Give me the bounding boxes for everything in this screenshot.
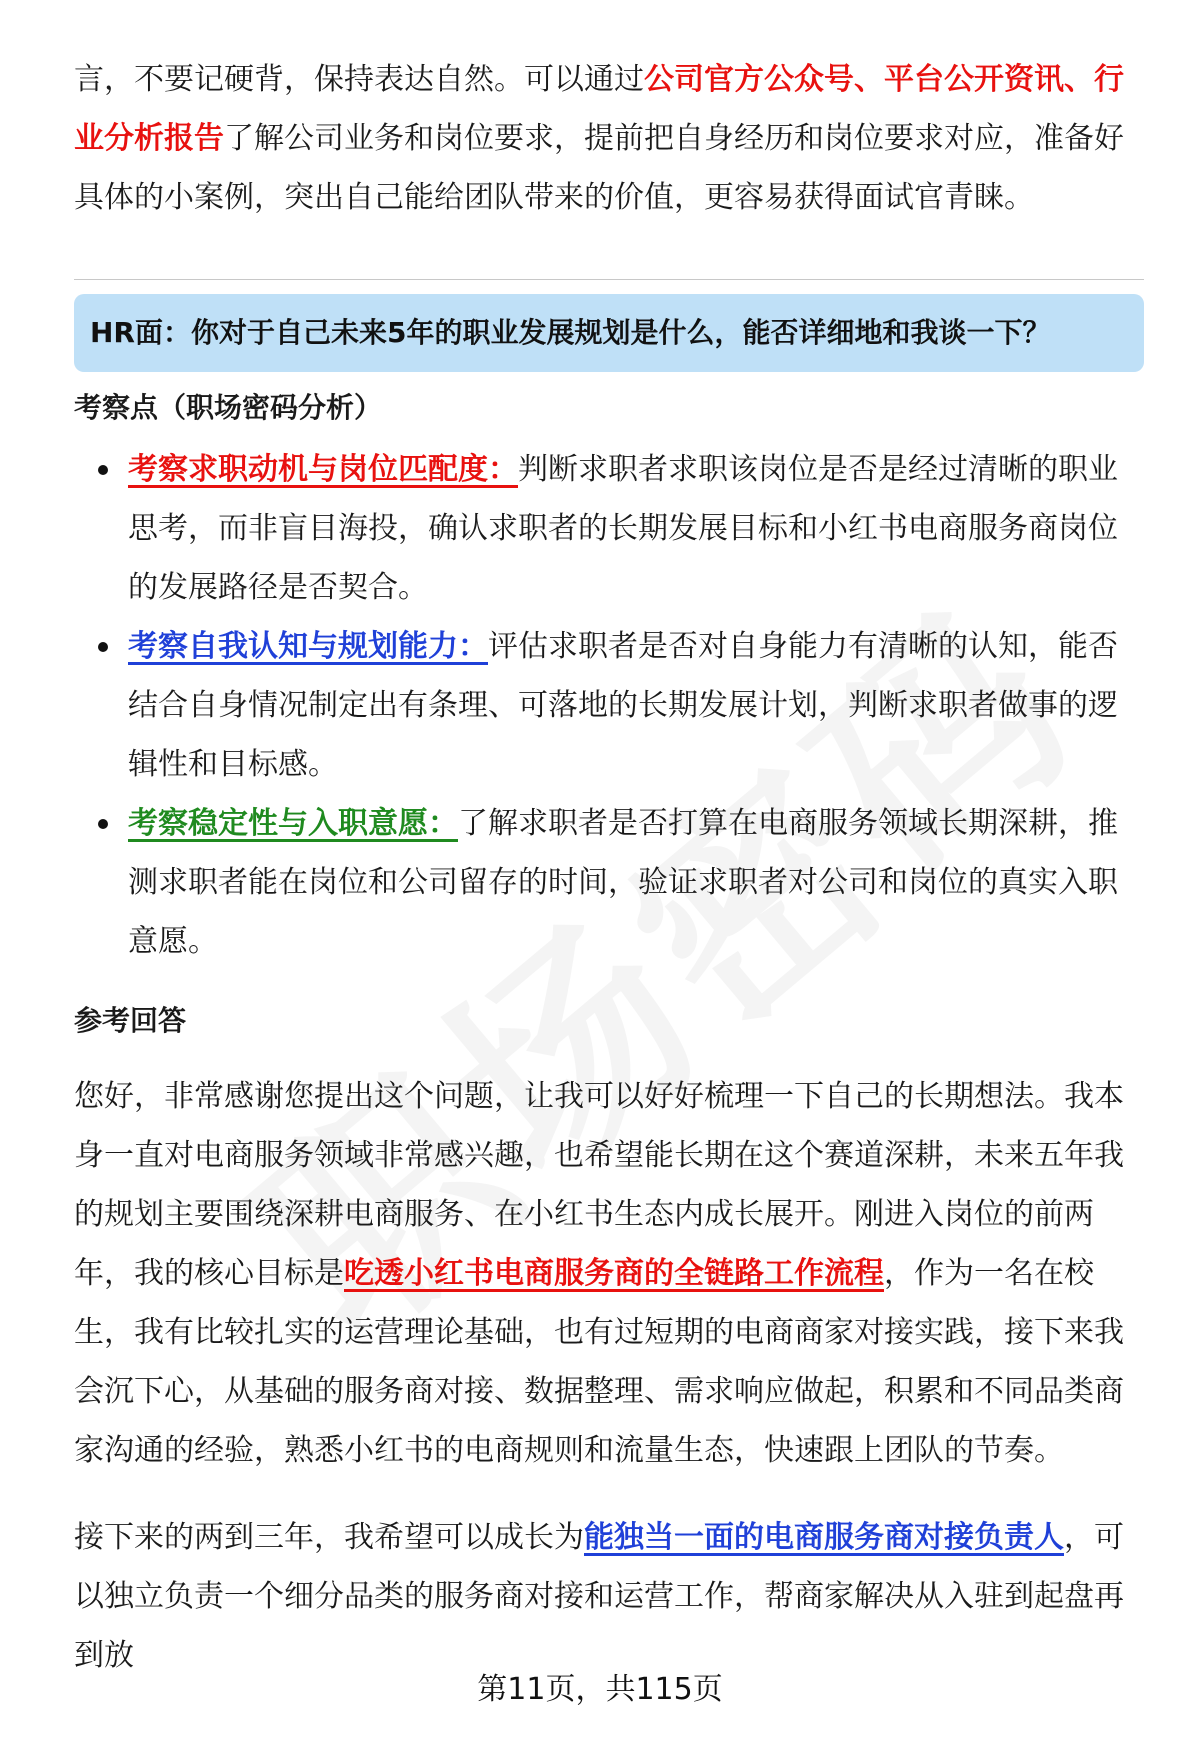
point-label: 考察稳定性与入职意愿： bbox=[128, 806, 458, 841]
answer-paragraph-2 bbox=[74, 1508, 1144, 1685]
question-box: HR面：你对于自己未来5年的职业发展规划是什么，能否详细地和我谈一下？ bbox=[74, 294, 1144, 372]
point-text: 了解求职者是否打算在电商服务领域长期深耕，推测求职者能在岗位和公司留存的时间，验证求职者对公司和岗位的真实入职意愿。 bbox=[128, 806, 1118, 959]
point-text: 评估求职者是否对自身能力有清晰的认知，能否结合自身情况制定出有条理、可落地的长期发展计划，判断求职者做事的逻辑性和目标感。 bbox=[128, 629, 1118, 782]
point-label: 考察自我认知与规划能力： bbox=[128, 629, 488, 664]
list-item bbox=[74, 794, 1144, 971]
answer-text: 接下来的两到三年，我希望可以成长为 bbox=[74, 1520, 584, 1555]
answer-text: ，作为一名在校生，我有比较扎实的运营理论基础，也有过短期的电商商家对接实践，接下来我会沉下心，从基础的服务商对接、数据整理、需求响应做起，积累和不同品类商家沟通的经验，熟悉小红书的电商规则和流量生态，快速跟上团队的节奏。 bbox=[74, 1256, 1124, 1468]
intro-paragraph bbox=[74, 50, 1144, 227]
assessment-points bbox=[74, 440, 1144, 971]
bullet-icon bbox=[98, 465, 108, 475]
bullet-icon bbox=[98, 642, 108, 652]
list-item bbox=[74, 617, 1144, 794]
answer-paragraph-1 bbox=[74, 1067, 1144, 1480]
intro-text-2: 了解公司业务和岗位要求，提前把自身经历和岗位要求对应，准备好具体的小案例，突出自己能给团队带来的价值，更容易获得面试官青睐。 bbox=[74, 121, 1124, 215]
answer-text: ，可以独立负责一个细分品类的服务商对接和运营工作，帮商家解决从入驻到起盘再到放 bbox=[74, 1520, 1124, 1673]
list-item bbox=[74, 440, 1144, 617]
answer-highlight: 吃透小红书电商服务商的全链路工作流程 bbox=[344, 1256, 884, 1291]
answer-highlight: 能独当一面的电商服务商对接负责人 bbox=[584, 1520, 1064, 1555]
section-heading: 考察点（职场密码分析） bbox=[74, 391, 383, 424]
bullet-icon bbox=[98, 819, 108, 829]
intro-highlight: 公司官方公众号、平台公开资讯、行业分析报告 bbox=[74, 62, 1124, 156]
answer-heading: 参考回答 bbox=[74, 1004, 187, 1037]
point-label: 考察求职动机与岗位匹配度： bbox=[128, 452, 518, 487]
page-footer: 第11页，共115页 bbox=[477, 1672, 723, 1707]
answer-text: 您好，非常感谢您提出这个问题，让我可以好好梳理一下自己的长期想法。我本身一直对电商服务领域非常感兴趣，也希望能长期在这个赛道深耕，未来五年我的规划主要围绕深耕电商服务、在小红书生态内成长展开。刚进入岗位的前两年，我的核心目标是 bbox=[74, 1079, 1124, 1291]
section-divider bbox=[74, 279, 1144, 280]
document-body bbox=[74, 50, 1144, 1685]
intro-text-1: 言，不要记硬背，保持表达自然。可以通过 bbox=[74, 62, 644, 97]
point-text: 判断求职者求职该岗位是否是经过清晰的职业思考，而非盲目海投，确认求职者的长期发展目标和小红书电商服务商岗位的发展路径是否契合。 bbox=[128, 452, 1118, 605]
